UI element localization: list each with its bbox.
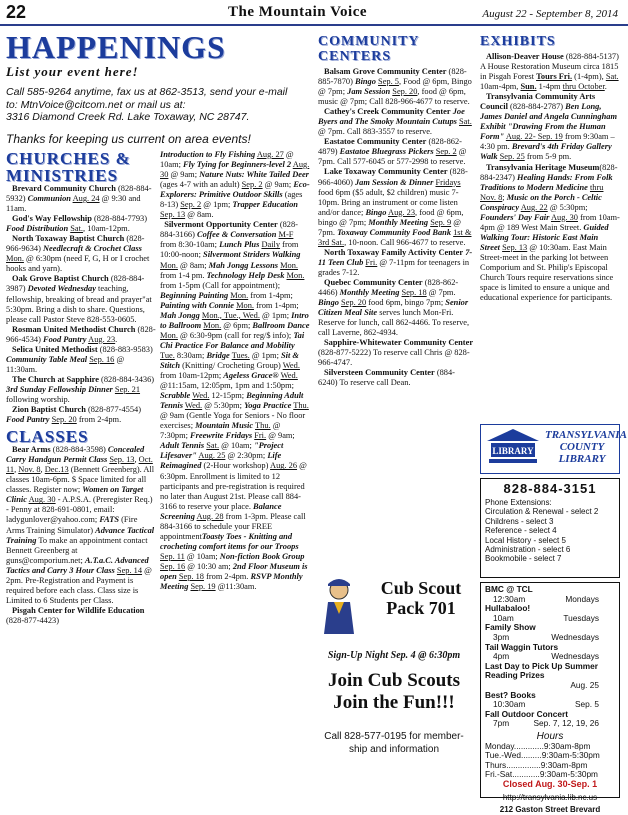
hours-row: Tue.-Wed.........9:30am-5:30pm — [485, 750, 600, 761]
hours-title: Hours — [536, 730, 564, 742]
church-entry: Brevard Community Church (828-884-5932) Communion Aug. 24 @ 9:30 and 11am. — [6, 184, 152, 214]
closed-notice: Closed Aug. 30-Sep. 1 — [502, 778, 598, 789]
hours-row: Fri.-Sat............9:30am-5:30pm — [485, 769, 598, 780]
community-entry: Sapphire-Whitewater Community Center (828-877-5222) To reserve call Chris @ 828-966-4747. — [318, 338, 474, 368]
phone-extension: Childrens - select 3 — [485, 516, 554, 526]
contact-line: ship and information — [348, 744, 440, 755]
exhibit-list — [480, 52, 620, 303]
column-churches-classes — [6, 150, 156, 798]
column-silvermont — [160, 150, 310, 798]
page-header — [0, 0, 628, 26]
program-list — [485, 585, 615, 729]
program-time: 3pm Wednesdays — [493, 631, 599, 642]
join-line: Join Cub Scouts — [328, 670, 460, 691]
scout-contact — [312, 730, 476, 756]
happenings-subtitle: List your event here! — [6, 64, 139, 79]
section-heading-churches: CHURCHES & MINISTRIES — [6, 149, 131, 185]
page-number: 22 — [6, 2, 27, 22]
library-phone: 828-884-3151 — [503, 481, 597, 496]
intro-line: to: MtnVoice@citcom.net or mail us at: — [6, 98, 186, 111]
church-entry: Selica United Methodist (828-883-9583) Community Table Meal Sep. 16 @ 11:30am. — [6, 344, 153, 374]
section-heading-classes: CLASSES — [6, 427, 89, 447]
program-title: Last Day to Pick Up Summer Reading Prizes — [485, 660, 598, 681]
signup-night: Sign-Up Night Sep. 4 @ 6:30pm — [327, 650, 461, 661]
library-schedule — [480, 582, 620, 815]
community-entry: Quebec Community Center (828-862-4466) Monthly Meeting Sep. 18 @ 7pm. Bingo Sep. 20 food 6pm, bingo 7pm; Senior Citizen Meal Site serves lunch Mon-Fri. Reserve for lunch, call 862-4466. To reserve, call Laverne, 862-4934. — [318, 277, 470, 338]
community-entry: Cathey's Creek Community Center Joe Byers and The Smoky Mountain Cutups Sat. @ 7pm. Call 883-3557 to reserve. — [318, 107, 472, 137]
church-entry: God's Way Fellowship (828-884-7793) Food Distribution Sat., 10am-12pm. — [6, 214, 148, 234]
phone-extension: Reference - select 4 — [485, 526, 557, 536]
community-entry: North Toxaway Family Activity Center 7-11 Teen Club Fri. @ 7-11pm for teenagers in grades 7-12. — [318, 247, 473, 277]
phone-extension: Administration - select 6 — [485, 545, 571, 555]
library-address: 212 Gaston Street Brevard — [499, 805, 601, 815]
hours-list — [485, 742, 615, 780]
program-time: 4pm Wednesdays — [493, 651, 599, 662]
scout-join — [312, 670, 476, 714]
class-entry: Pisgah Center for Wildlife Education (828-877-4423) — [6, 605, 145, 625]
phone-extension: Phone Extensions: — [485, 498, 552, 507]
join-line: Join the Fun!!! — [333, 692, 455, 713]
program-title: Tail Waggin Tutors — [485, 641, 559, 652]
program-time: 10:30am Sep. 5 — [493, 699, 599, 710]
column-community — [318, 34, 474, 566]
program-title: Fall Outdoor Concert — [485, 708, 568, 719]
class-list — [6, 445, 156, 626]
program-time: 7pm Sep. 7, 12, 19, 26 — [493, 718, 599, 729]
section-heading-community: COMMUNITY CENTERS — [318, 34, 420, 64]
intro-line: 3316 Diamond Creek Rd. Lake Toxaway, NC 28747. — [6, 111, 250, 123]
happenings-block — [6, 30, 306, 146]
phone-extension: Local History - select 5 — [485, 535, 566, 545]
program-time: 12:30am Mondays — [493, 593, 599, 604]
hours-row: Thurs...............9:30am-8pm — [485, 759, 588, 770]
church-entry: The Church at Sapphire (828-884-3436) 3rd Sunday Fellowship Dinner Sep. 21 following worship. — [6, 374, 155, 404]
library-emblem-word: LIBRARY — [492, 446, 534, 456]
contact-info — [6, 86, 306, 124]
phone-extension: Bookmobile - select 7 — [485, 554, 562, 564]
column-exhibits — [480, 34, 620, 422]
program-time: 10am Tuesdays — [493, 612, 599, 623]
program-title: Family Show — [485, 622, 536, 633]
program-title: Hullabaloo! — [485, 603, 531, 614]
publication-title: The Mountain Voice — [228, 4, 368, 20]
scout-title-line: Cub Scout — [380, 578, 462, 598]
church-list — [6, 184, 156, 425]
phone-extension: Circulation & Renewal - select 2 — [485, 507, 599, 517]
issue-date: August 22 - September 8, 2014 — [482, 8, 618, 20]
library-logo — [480, 424, 627, 474]
thanks-note: Thanks for keeping us current on area events! — [6, 131, 251, 146]
program-title: Best? Books — [485, 689, 536, 700]
community-list — [318, 67, 474, 389]
happenings-title: HAPPENINGS — [6, 29, 226, 65]
church-entry: Rosman United Methodist Church (828-966-4534) Food Pantry Aug. 23. — [6, 324, 156, 344]
library-emblem-icon — [483, 425, 543, 473]
program-time: Aug. 25 — [570, 679, 599, 690]
scout-title — [366, 578, 476, 618]
community-entry: Silversteen Community Center (884-6240) To reserve call Dean. — [318, 368, 455, 388]
church-entry: North Toxaway Baptist Church (828-966-9634) Needlecraft & Crochet Class Mon. @ 6:30pm (need F, G, H or I crochet hooks and yarn). — [6, 234, 150, 274]
community-entry: Balsam Grove Community Center (828-885-7870) Bingo Sep. 5, Food @ 6pm, Bingo @ 7pm; Jam Session Sep. 20, food @ 6pm, music @ 7pm; Call 828-966-4677 to reserve. — [318, 67, 472, 107]
church-entry: Oak Grove Baptist Church (828-884-3987) Devoted Wednesday teaching, fellowship, breaking of bread and prayer"at 5:30pm. Bring a dish to share. Questions, please call Pastor Steve 828-553-0605. — [6, 274, 152, 324]
library-phone-box — [480, 478, 620, 578]
exhibit-entry: Allison-Deaver House (828-884-5137) A House Restoration Museum circa 1815 in Pisgah Forest Tours Fri. (1-4pm), Sat. 10am-4pm, Sun. 1-4pm thru October. — [480, 52, 619, 92]
cub-scout-ad — [308, 570, 476, 800]
library-name: TRANSYLVANIA COUNTY LIBRARY — [545, 429, 627, 465]
community-entry: Eastatoe Community Center (828-862-4879) Eastatoe Bluegrass Pickers Sep. 2 @ 7pm. Call 577-6045 or 577-2998 to reserve. — [318, 137, 467, 167]
phone-extensions — [485, 498, 615, 564]
program-title: BMC @ TCL — [485, 584, 533, 594]
section-heading-exhibits: EXHIBITS — [480, 34, 556, 49]
silvermont-listing: Introduction to Fly Fishing Aug. 27 @ 10am; Fly Tying for Beginners-level 2 Aug. 30 @ 9am; Nature Nuts: White Tailed Deer (ages 4-7 with an adult) Sep. 2 @ 9am; Eco-Explorers: Primitive Outdoor Skills (ages 8-13) Sep. 2 @ 1pm; Trapper Education Sep. 13 @ 8am. Silvermont Opportunity Center (828-884-3166) Coffee & Conversation M-F from 8:30-10am; Lunch Plus Daily from 10:00-noon; Silvermont Striders Walking Mon. @ 8am; Mah Jongg Lessons Mon. from 1-4 pm. Technology Help Desk Mon. from 1-5pm (Call for appointment); Beginning Painting Mon. from 1-4pm; Painting with Connie Mon. from 1-4pm; Mah Jongg Mon., Tue., Wed. @ 1pm; Intro to Ballroom Mon. @ 6pm; Ballroom Dance Mon. @ 6:30-9pm (call for reg/$ info); Tai Chi Practice For Balance and Mobility Tue. 8:30am; Bridge Tues. @ 1pm; Sit & Stitch (Knitting/ Crocheting Group) Wed. from 10am-12pm; Ageless Grace® Wed. @11:15am, 12:05pm, 1pm and 1:50pm; Scrabble Wed. 12-15pm; Beginning Adult Tennis Wed. @ 5:30pm; Yoga Practice Thu. @ 9am (Gentle Yoga for Seniors - No floor exercises; Mountain Music Thu. @ 7:30pm; Freewrite Fridays Fri. @ 9am; Adult Tennis Sat. @ 10am; "Project Lifesaver" Aug. 25 @ 2:30pm; Life Reimagined (2-Hour workshop) Aug. 26 @ 6:30pm. Enrollment is limited to 12 participants and pre-registration is required no later than August 21st. Please call 884-3166 to reserve your place. Balance Screening Aug. 28 from 1-3pm. Please call 884-3166 to schedule your FREE appointmentToasty Toes - Knitting and crocheting comfort items for our Troops Sep. 11 @ 10am; Non-fiction Book Group Sep. 16 @ 10:30 am; 2nd Floor Museum is open Sep. 18 from 2-4pm. RSVP Monthly Meeting Sep. 19 @11:30am. — [160, 150, 310, 592]
hours-row: Monday.............9:30am-8pm — [485, 740, 591, 751]
contact-line: Call 828-577-0195 for member- — [324, 731, 464, 742]
scout-title-line: Pack 701 — [386, 598, 456, 618]
exhibit-entry: Transylvania Community Arts Council (828-884-2787) Ben Long, James Daniel and Angela Cunningham Exhibit "Drawing From the Human Form" Aug. 22- Sep. 19 from 9:30am – 4:30 pm. Brevard's 4th Friday Gallery Walk Sep. 25 from 5-9 pm. — [480, 92, 617, 162]
church-entry: Zion Baptist Church (828-877-4554) Food Pantry Sep. 20 from 2-4pm. — [6, 405, 141, 425]
exhibit-entry: Transylvania Heritage Museum(828-884-2347) Healing Hands: From Folk Traditions to Modern Medicine thru Nov. 8; Music on the Porch - Celtic Conspiracy Aug. 22 @ 5:30pm; Founders' Day Fair Aug. 30 from 10am-4pm @ 189 West Main Street. Guided Walking Tour: Historic East Main Street Sep. 13 @ 10:30am. East Main Street-meet in the parking lot between Comporium and St. Philip's Episcopal Church Tours require reservations since space is limited to ensure a unique and educational experience for participants. — [480, 162, 620, 303]
community-entry: Lake Toxaway Community Center (828-966-4060) Jam Session & Dinner Fridays food 6pm ($5 adult, $2 children) music 7-10pm. Bring an instrument or come listen and/or dance; Bingo Aug. 23, food @ 6pm, bingo @ 7pm; Monthly Meeting Sep. 9 @ 7pm. Toxaway Community Food Bank 1st & 3rd Sat., 10-noon. Call 966-4677 to reserve. — [318, 167, 472, 247]
intro-line: Call 585-9264 anytime, fax us at 862-3513, send your e-mail — [6, 86, 288, 98]
cub-scout-figure-icon — [314, 576, 364, 636]
class-entry: Bear Arms (828-884-3598) Concealed Carry Handgun Permit Class Sep. 13, Oct. 11, Nov. 8, Dec.13 (Bennett Greenberg). All classes 10am-6pm. $ Space limited for all classes. Register now; Women on Target Clinic Aug. 30 - A.P.S.A. (Preregister Req.) - Penny at 828-691-0801, email: ladygunlover@yahoo.com; FATS (Fire Arms Training Simulator) Advance Tactical Training To make an appointment contact Bennett Greenberg at guns@comporium.net; A.T.a.C. Advanced Tactics and Carry 3 Hour Class Sep. 14 @ 2pm. Pre-Registration and Payment is required before each class. Class size is Limited to 6 Students per Class. — [6, 445, 155, 605]
library-url[interactable]: http://transylvania.lib.nc.us — [502, 793, 598, 803]
